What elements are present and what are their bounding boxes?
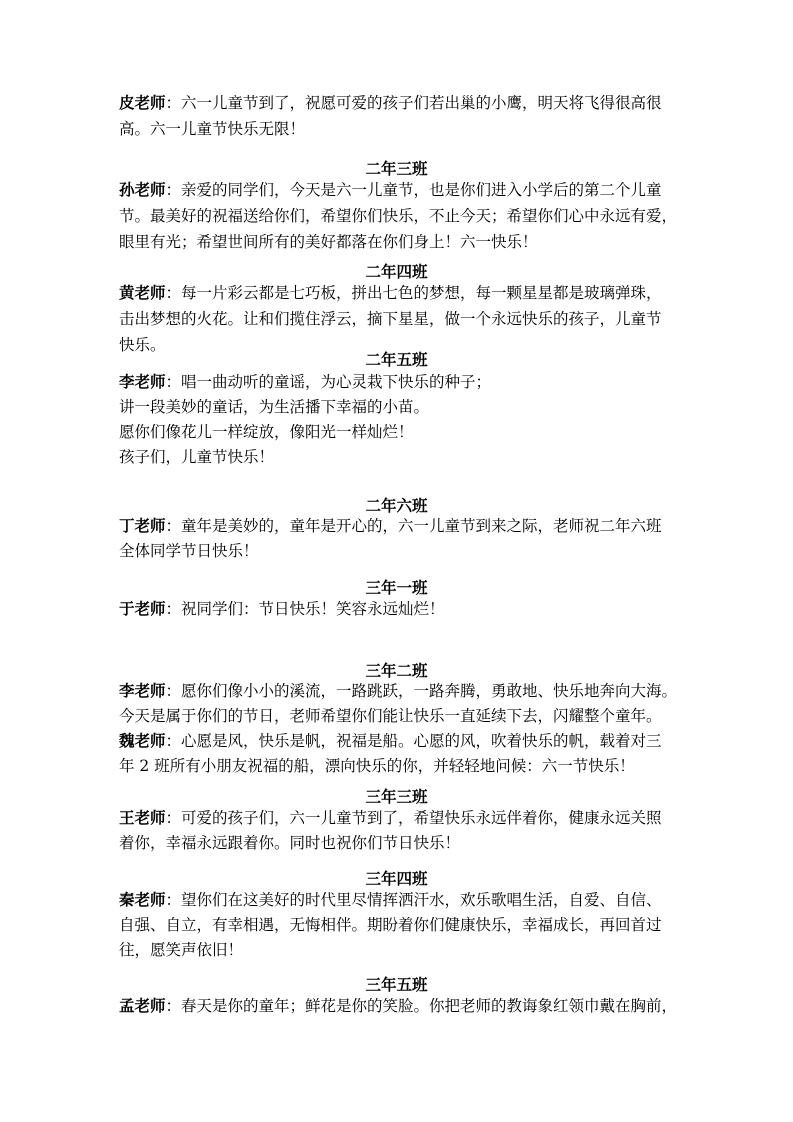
paragraph-line bbox=[119, 678, 677, 704]
paragraph-line bbox=[119, 90, 662, 116]
paragraph-line: 今天是属于你们的节日，老师希望你们能让快乐一直延续下去，闪耀整个童年。 bbox=[119, 707, 662, 725]
class-heading: 三年一班 bbox=[365, 579, 428, 597]
class-heading: 三年四班 bbox=[365, 870, 428, 888]
message-text: ：每一片彩云都是七巧板，拼出七色的梦想，每一颗星星都是玻璃弹珠， bbox=[165, 284, 662, 302]
paragraph-line: 高。六一儿童节快乐无限！ bbox=[119, 120, 306, 138]
class-heading: 二年四班 bbox=[365, 263, 428, 281]
teacher-name: 孙老师 bbox=[119, 181, 166, 199]
teacher-name: 于老师 bbox=[119, 600, 166, 618]
paragraph-line: 愿你们像花儿一样绽放，像阳光一样灿烂！ bbox=[119, 423, 414, 441]
message-text: ：可爱的孩子们，六一儿童节到了，希望快乐永远伴着你，健康永远关照 bbox=[165, 809, 662, 827]
teacher-name: 丁老师 bbox=[119, 517, 166, 535]
paragraph-line: 着你，幸福永远跟着你。同时也祝你们节日快乐！ bbox=[119, 834, 461, 852]
paragraph-line: 眼里有光；希望世间所有的美好都落在你们身上！六一快乐！ bbox=[119, 233, 538, 251]
message-text: ：六一儿童节到了，祝愿可爱的孩子们若出巢的小鹰，明天将飞得很高很 bbox=[165, 94, 662, 112]
paragraph-line: 节。最美好的祝福送给你们，希望你们快乐，不止今天；希望你们心中永远有爱， bbox=[119, 207, 678, 225]
teacher-name: 魏老师 bbox=[119, 732, 166, 750]
message-text: ：春天是你的童年；鲜花是你的笑脸。你把老师的教诲象红领巾戴在胸前， bbox=[165, 997, 678, 1015]
paragraph-line: 全体同学节日快乐！ bbox=[119, 542, 259, 560]
message-text: ：心愿是风，快乐是帆，祝福是船。心愿的风，吹着快乐的帆，载着对三 bbox=[165, 732, 662, 750]
teacher-name: 李老师 bbox=[119, 682, 166, 700]
paragraph-line bbox=[119, 513, 662, 539]
paragraph-line: 自强、自立，有幸相遇，无悔相伴。期盼着你们健康快乐，幸福成长，再回首过 bbox=[119, 916, 662, 934]
paragraph-line bbox=[119, 280, 662, 306]
paragraph-line: 孩子们，儿童节快乐！ bbox=[119, 448, 275, 466]
teacher-name: 皮老师 bbox=[119, 94, 166, 112]
class-heading: 二年三班 bbox=[365, 160, 428, 178]
paragraph-line: 讲一段美妙的童话，为生活播下幸福的小苗。 bbox=[119, 398, 430, 416]
class-heading: 二年六班 bbox=[365, 497, 428, 515]
paragraph-line bbox=[119, 728, 662, 754]
class-heading: 二年五班 bbox=[365, 351, 428, 369]
paragraph-line bbox=[119, 177, 662, 203]
message-text: ：童年是美妙的，童年是开心的，六一儿童节到来之际，老师祝二年六班 bbox=[165, 517, 662, 535]
teacher-name: 黄老师 bbox=[119, 284, 166, 302]
paragraph-line bbox=[119, 805, 662, 831]
message-text: ：愿你们像小小的溪流，一路跳跃，一路奔腾，勇敢地、快乐地奔向大海。 bbox=[165, 682, 678, 700]
teacher-name: 孟老师 bbox=[119, 997, 166, 1015]
class-heading: 三年五班 bbox=[365, 976, 428, 994]
paragraph-line: 击出梦想的火花。让和们揽住浮云，摘下星星，做一个永远快乐的孩子，儿童节 bbox=[119, 310, 662, 328]
teacher-name: 王老师 bbox=[119, 809, 166, 827]
teacher-name: 李老师 bbox=[119, 373, 166, 391]
message-text: ：唱一曲动听的童谣，为心灵栽下快乐的种子； bbox=[165, 373, 492, 391]
paragraph-line bbox=[119, 369, 491, 395]
message-text: ：祝同学们：节日快乐！笑容永远灿烂！ bbox=[165, 600, 445, 618]
paragraph-line bbox=[119, 596, 445, 622]
paragraph-line bbox=[119, 993, 677, 1019]
message-text: ：亲爱的同学们，今天是六一儿童节，也是你们进入小学后的第二个儿童 bbox=[165, 181, 662, 199]
paragraph-line: 年 2 班所有小朋友祝福的船，漂向快乐的你，并轻轻地问候：六一节快乐！ bbox=[119, 757, 635, 775]
paragraph-line bbox=[119, 887, 662, 913]
message-text: ：望你们在这美好的时代里尽情挥洒汗水，欢乐歌唱生活，自爱、自信、 bbox=[165, 891, 662, 909]
paragraph-line: 往，愿笑声依旧！ bbox=[119, 941, 244, 959]
class-heading: 三年二班 bbox=[365, 662, 428, 680]
class-heading: 三年三班 bbox=[365, 788, 428, 806]
paragraph-line: 快乐。 bbox=[119, 336, 166, 354]
teacher-name: 秦老师 bbox=[119, 891, 166, 909]
